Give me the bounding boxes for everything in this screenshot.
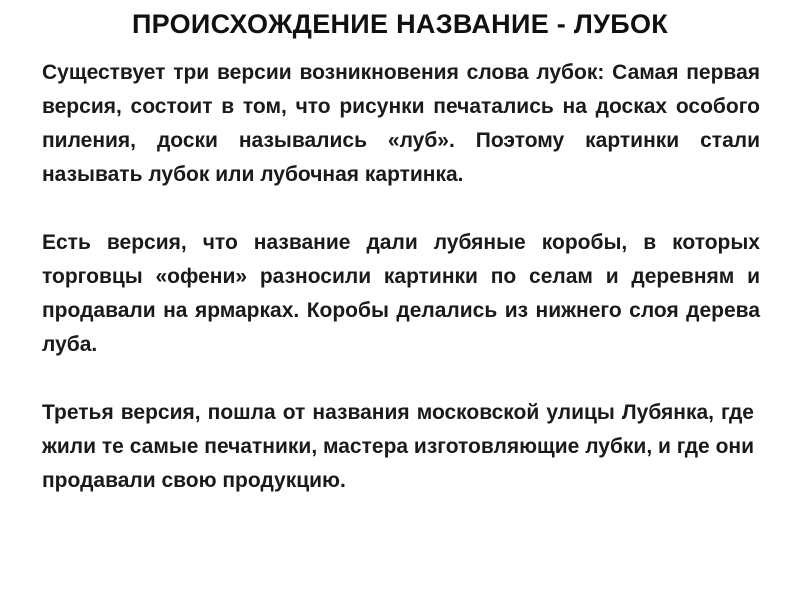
paragraph-version-one: Существует три версии возникновения слова лубок: Самая первая версия, состоит в том, что рисунки печатались на досках особого пиления, доски назывались «луб». Поэтому картинки стали называть лубок или лубочная картинка.	[42, 61, 760, 186]
slide-title: ПРОИСХОЖДЕНИЕ НАЗВАНИЕ - ЛУБОК	[131, 9, 669, 39]
paragraph-version-two: Есть версия, что название дали лубяные коробы, в которых торговцы «офени» разносили картинки по селам и деревням и продавали на ярмарках. Коробы делались из нижнего слоя дерева луба.	[42, 231, 760, 356]
slide-body	[42, 56, 760, 498]
paragraph-version-three: Третья версия, пошла от названия московской улицы Лубянка, где жили те самые печатники, мастера изготовляющие лубки, и где они продавали свою продукцию.	[42, 401, 754, 492]
